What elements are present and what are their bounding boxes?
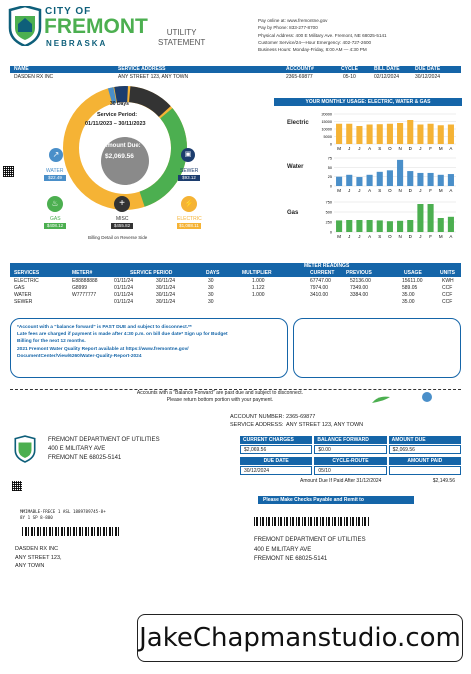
usage-bar [428, 124, 434, 144]
x-tick-label: A [368, 234, 372, 239]
late-fee-notice: Late fees are charged if payment is made after 4:30 p.m. on bill due date* Sign up for Budget [17, 332, 228, 338]
usage-bar [407, 120, 413, 144]
cycle-route-value: 05/10 [314, 466, 386, 475]
business-hours-text: Business Hours: Monday-Friday, 8:00 AM — 4:30 PM [258, 47, 367, 53]
balance-forward-value: $0.00 [314, 445, 386, 454]
usage-bar [346, 175, 352, 186]
barcode-left [22, 527, 120, 536]
usage-bar [428, 204, 434, 232]
x-tick-label: J [358, 188, 361, 193]
blue-logo-icon [420, 390, 434, 402]
y-tick-label: 250 [325, 220, 332, 225]
customer-service-text: Customer Service/24—Hour Emergency: 402-727-2600 [258, 39, 372, 45]
usage-bar [407, 220, 413, 232]
current-charges-header: CURRENT CHARGES [240, 436, 312, 444]
nebraska-label: NEBRASKA [46, 39, 108, 48]
y-tick-label: 0 [329, 230, 332, 235]
x-tick-label: A [368, 188, 372, 193]
city-of-label: CITY OF [45, 6, 92, 17]
usage-bar [397, 123, 403, 144]
account-values-row: DASDEN RX INC ANY STREET 123, ANY TOWN 2365-69877 05-10 02/12/2024 30/12/2024 [14, 74, 441, 80]
usage-bar [417, 173, 423, 186]
meter-table [10, 278, 461, 312]
usage-bar [438, 125, 444, 144]
account-header-bar: NAME SERVICE ADDRESS ACCOUNT# CYCLE BILL DATE DUE DATE [10, 66, 461, 73]
statement-title: UTILITY STATEMENT [158, 28, 206, 47]
barcode-right [254, 517, 370, 526]
y-tick-label: 0 [329, 142, 332, 147]
fremont-label: FREMONT [44, 15, 148, 38]
remit-address: FREMONT DEPARTMENT OF UTILITIES 400 E MILITARY AVE FREMONT NE 68025-5141 [254, 537, 366, 562]
x-tick-label: A [449, 188, 453, 193]
water-icon: ↗ [49, 148, 63, 162]
x-tick-label: F [429, 188, 432, 193]
sewer-label: SEWER [180, 168, 199, 174]
usage-bar [336, 220, 342, 232]
x-tick-label: O [388, 234, 392, 239]
sewer-value-badge: $93.12 [178, 175, 200, 181]
y-tick-label: 75 [327, 156, 332, 161]
usage-bar [428, 173, 434, 186]
budget-billing-notice: Billing for the next 12 months. [17, 339, 86, 345]
shield-logo-icon [8, 6, 42, 46]
billing-detail-note: Billing Detail on Reverse Side [88, 235, 148, 240]
due-date-value: 30/12/2024 [240, 466, 312, 475]
stub-dept-address: FREMONT DEPARTMENT OF UTILITIES 400 E MILITARY AVE FREMONT NE 68025-5141 [48, 437, 160, 461]
usage-bar [336, 124, 342, 144]
x-tick-label: M [337, 234, 341, 239]
qr-code-stub [12, 481, 22, 491]
misc-value-badge: $455.82 [111, 223, 133, 229]
balance-forward-header: BALANCE FORWARD [314, 436, 386, 444]
electric-label: ELECTRIC [177, 216, 202, 222]
checks-payable-bar: Please Make Checks Payable and Remit to [258, 496, 414, 504]
usage-title-bar: YOUR MONTHLY USAGE: ELECTRIC, WATER & GAS [274, 98, 462, 106]
electric-value-badge: $1,088.11 [177, 223, 201, 229]
amount-grid [240, 436, 461, 487]
gas-value-badge: $408.12 [44, 223, 66, 229]
stub-account-number: 2365-69877 [286, 414, 316, 420]
message-box-empty [293, 318, 461, 378]
physical-address-text: Physical Address: 400 E Military Ave. Fremont, NE 68025-5141 [258, 32, 387, 38]
table-row: WATER W7777777 01/11/24 30/11/24 30 1.000 3410.00 3384.00 35.00 CCF [14, 292, 453, 298]
qr-code-small [3, 166, 14, 177]
service-period-label: Service Period: [97, 112, 138, 118]
usage-bar [397, 160, 403, 186]
usage-bar [438, 175, 444, 186]
y-tick-label: 0 [329, 184, 332, 189]
usage-bar [387, 221, 393, 232]
usage-bar [417, 204, 423, 232]
x-tick-label: N [398, 188, 402, 193]
x-tick-label: D [408, 234, 412, 239]
y-tick-label: 15000 [321, 120, 332, 124]
y-tick-label: 5000 [323, 135, 332, 139]
usage-bar [346, 220, 352, 232]
x-tick-label: D [408, 188, 412, 193]
y-tick-label: 25 [327, 175, 332, 180]
watermark-text: JakeChapmanstudio.com [139, 623, 461, 653]
usage-bar [448, 174, 454, 186]
green-logo-icon [370, 392, 392, 402]
watermark-box [137, 614, 463, 662]
x-tick-label: S [378, 188, 382, 193]
x-tick-label: N [398, 234, 402, 239]
table-row: GAS G8999 01/11/24 30/11/24 30 1.122 7974.00 7349.00 589.05 CCF [14, 285, 453, 291]
table-row: SEWER 01/11/24 30/11/24 30 35.00 CCF [14, 299, 453, 305]
usage-bar [407, 171, 413, 186]
usage-bar [438, 218, 444, 232]
water-report-notice: 2021 Fremont Water Quality Report available at https://www.fremontne.gov/ [17, 346, 189, 352]
past-due-notice: *Account with a "balance forward" is PAST DUE and subject to disconnect.** [17, 325, 192, 330]
x-tick-label: J [419, 146, 422, 151]
cycle-route-header: CYCLE-ROUTE [314, 457, 386, 465]
y-tick-label: 20000 [321, 112, 332, 117]
amount-paid-header: AMOUNT PAID [389, 457, 461, 465]
misc-label: MISC [116, 216, 129, 222]
stub-disclaimer: Accounts with a "Balance Forward" are past due and subject to disconnect. Please return bottom portion with your payment. [136, 390, 304, 403]
y-tick-label: 750 [325, 200, 332, 205]
meter-header-bar: SERVICES METER# SERVICE PERIOD DAYS MULTIPLIER CURRENT PREVIOUS USAGE UNITS [10, 270, 461, 277]
amount-paid-input[interactable] [389, 466, 461, 475]
amount-due-value-stub: $2,069.56 [389, 445, 461, 454]
chart-gas-label: Gas [287, 210, 299, 216]
y-tick-label: 50 [327, 165, 332, 170]
x-tick-label: O [388, 188, 392, 193]
usage-bar [356, 220, 362, 232]
usage-charts-svg [274, 106, 462, 256]
y-tick-label: 10000 [321, 127, 332, 132]
chart-electric-label: Electric [287, 120, 309, 126]
donut-days: 30 Days [110, 101, 129, 107]
x-tick-label: F [429, 146, 432, 151]
amount-due-value: $2,069.56 [105, 153, 134, 160]
x-tick-label: M [438, 234, 443, 239]
x-tick-label: M [438, 188, 443, 193]
customer-address: DASDEN RX INC ANY STREET 123, ANY TOWN [15, 546, 62, 569]
usage-bar [346, 124, 352, 144]
x-tick-label: J [348, 188, 351, 193]
usage-bar [356, 126, 362, 144]
usage-bar [448, 125, 454, 145]
x-tick-label: S [378, 234, 382, 239]
pay-online-text: Pay online at: www.fremontne.gov [258, 18, 328, 23]
usage-bar [387, 170, 393, 186]
usage-bar [387, 124, 393, 144]
amount-due-label: Amount Due: [103, 143, 141, 149]
x-tick-label: D [408, 146, 412, 151]
stub-account-info: ACCOUNT NUMBER: 2365-69877 SERVICE ADDRESS: ANY STREET 123, ANY TOWN [230, 414, 364, 428]
stub-logo-icon [14, 435, 36, 463]
usage-bar [448, 217, 454, 232]
usage-bar [377, 172, 383, 186]
water-value-badge: $22.49 [44, 175, 66, 181]
y-tick-label: 500 [325, 210, 332, 215]
water-report-link[interactable]: DocumentCenter/View/6260/Water-Quality-Report-2024 [17, 353, 142, 359]
x-tick-label: J [358, 146, 361, 151]
usage-bar [367, 125, 373, 145]
usage-bar [377, 220, 383, 232]
x-tick-label: A [368, 146, 372, 151]
sewer-icon: ▣ [181, 148, 195, 162]
x-tick-label: J [419, 234, 422, 239]
amount-after-value: $2,149.56 [432, 478, 455, 484]
city-logo [8, 6, 148, 50]
due-date-header: DUE DATE [240, 457, 312, 465]
x-tick-label: F [429, 234, 432, 239]
usage-bar [377, 124, 383, 144]
usage-bar [356, 177, 362, 186]
x-tick-label: A [449, 146, 453, 151]
service-period-value: 01/11/2023 – 30/11/2023 [85, 121, 146, 127]
water-label: WATER [46, 168, 64, 174]
x-tick-label: M [337, 188, 341, 193]
usage-bar [397, 221, 403, 232]
pay-phone-text: Pay by Phone: 833-277-8700 [258, 25, 318, 31]
chart-water-label: Water [287, 164, 304, 170]
gas-label: GAS [50, 216, 61, 222]
electric-icon: ⚡ [181, 196, 197, 212]
x-tick-label: J [358, 234, 361, 239]
usage-bar [367, 220, 373, 232]
misc-icon: + [114, 196, 130, 212]
small-print-code: MMIMABLE-FRECE 1 ASL 1889789745-8+ 8Y 1 SP 8-880 [20, 509, 106, 520]
gas-icon: ♨ [47, 196, 63, 212]
usage-bar [336, 177, 342, 186]
stub-service-address: ANY STREET 123, ANY TOWN [286, 422, 364, 428]
x-tick-label: N [398, 146, 402, 151]
table-row: ELECTRIC E88888888 01/11/24 30/11/24 30 1.000 67747.00 52136.00 15611.00 KWH [14, 278, 454, 284]
x-tick-label: J [419, 188, 422, 193]
amount-after-label: Amount Due If Paid After 31/12/2024 [300, 478, 382, 484]
x-tick-label: J [348, 146, 351, 151]
x-tick-label: A [449, 234, 453, 239]
meter-title-bar: METER READINGS [10, 263, 461, 270]
x-tick-label: M [337, 146, 341, 151]
usage-bar [417, 125, 423, 145]
x-tick-label: O [388, 146, 392, 151]
x-tick-label: S [378, 146, 382, 151]
contact-info [258, 17, 387, 53]
usage-bar [367, 175, 373, 186]
x-tick-label: J [348, 234, 351, 239]
amount-due-header: AMOUNT DUE [389, 436, 461, 444]
notice-box [10, 318, 288, 378]
current-charges-value: $2,069.56 [240, 445, 312, 454]
x-tick-label: M [438, 146, 443, 151]
